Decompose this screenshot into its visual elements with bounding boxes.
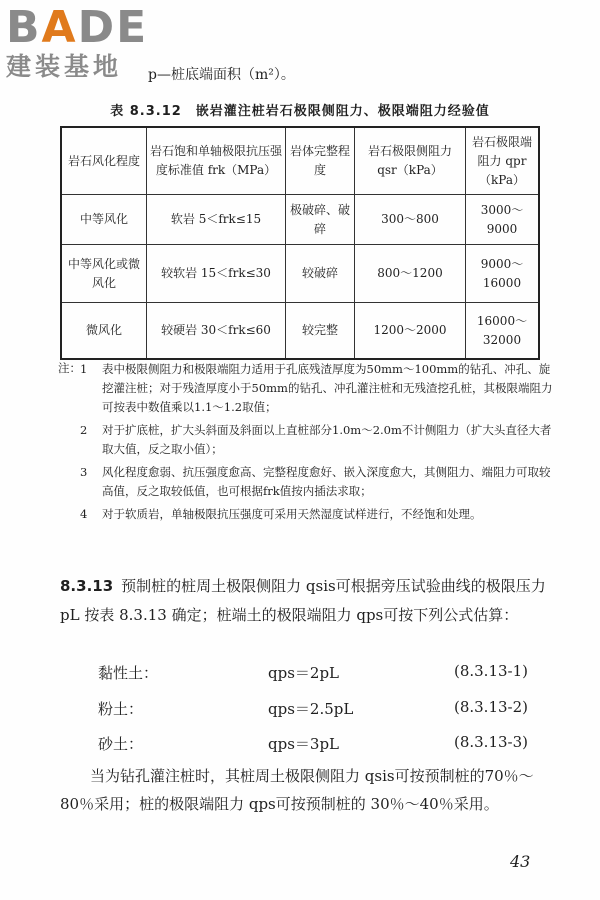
table-cell: 16000～32000	[466, 303, 540, 360]
header-end-resistance: 岩石极限端阻力 qpr（kPa）	[466, 127, 540, 195]
notes-lead: 注：	[58, 361, 81, 375]
clause-text: 预制桩的桩周土极限侧阻力 qsis可根据旁压试验曲线的极限压力 pL 按表 8.3.13 确定；桩端土的极限端阻力 qps可按下列公式估算：	[60, 577, 546, 624]
equation-code: (8.3.13-3)	[453, 733, 528, 751]
table-cell: 较硬岩 30＜frk≤60	[147, 303, 286, 360]
equation-formula: qps＝2.5pL	[268, 700, 354, 718]
table-cell: 1200～2000	[355, 303, 466, 360]
equation-row	[98, 733, 528, 757]
equation-formula: qps＝2pL	[268, 664, 340, 682]
equation-soil: 砂土：	[98, 735, 144, 753]
table-cell: 微风化	[61, 303, 147, 360]
note-text: 表中极限侧阻力和极限端阻力适用于孔底残渣厚度为50mm～100mm的钻孔、冲孔、旋挖灌注桩；对于残渣厚度小于50mm的钻孔、冲孔灌注桩和无残渣挖孔桩，其极限端阻力可按表中数值乘以1.1～1.2取值；	[102, 362, 553, 414]
table-header-row	[61, 127, 539, 195]
note-item	[80, 505, 560, 524]
note-number: 1	[80, 362, 88, 376]
table-cell: 中等风化或微风化	[61, 245, 147, 303]
table-cell: 较完整	[286, 303, 355, 360]
table-cell: 3000～9000	[466, 195, 540, 245]
note-number: 3	[80, 465, 88, 479]
logo-subtitle: 建装基地	[6, 52, 123, 81]
table-cell: 800～1200	[355, 245, 466, 303]
equation-row	[98, 662, 528, 686]
header-line: p—桩底端面积（m²）。	[148, 67, 295, 83]
table-title: 表 8.3.12 嵌岩灌注桩岩石极限侧阻力、极限端阻力经验值	[110, 104, 490, 119]
note-number: 4	[80, 507, 88, 521]
table-cell: 300～800	[355, 195, 466, 245]
note-text: 对于扩底桩，扩大头斜面及斜面以上直桩部分1.0m～2.0m不计侧阻力（扩大头直径大者取大值，反之取小值）；	[102, 423, 552, 456]
clause-number: 8.3.13	[60, 577, 114, 595]
header-strength: 岩石饱和单轴极限抗压强度标准值 frk（MPa）	[147, 127, 286, 195]
clause-8-3-13	[60, 572, 552, 630]
header-weathering: 岩石风化程度	[61, 127, 147, 195]
equation-row	[98, 698, 528, 722]
table-row	[61, 195, 539, 245]
note-item	[80, 360, 560, 417]
logo-brand: BADE	[6, 2, 149, 53]
table-cell: 较软岩 15＜frk≤30	[147, 245, 286, 303]
table-row	[61, 303, 539, 360]
table-notes	[80, 360, 560, 528]
header-side-resistance: 岩石极限侧阻力 qsr（kPa）	[355, 127, 466, 195]
rock-resistance-table	[60, 126, 540, 360]
table-cell: 9000～16000	[466, 245, 540, 303]
equation-formula: qps＝3pL	[268, 735, 340, 753]
equation-soil: 黏性土：	[98, 664, 159, 682]
equation-soil: 粉土：	[98, 700, 144, 718]
note-item	[80, 421, 560, 459]
table-row	[61, 245, 539, 303]
paragraph-bored-piles: 当为钻孔灌注桩时，其桩周土极限侧阻力 qsis可按预制桩的70％～80％采用；桩的极限端阻力 qps可按预制桩的 30％～40％采用。	[60, 767, 534, 813]
table-cell: 较破碎	[286, 245, 355, 303]
header-integrity: 岩体完整程度	[286, 127, 355, 195]
note-text: 风化程度愈弱、抗压强度愈高、完整程度愈好、嵌入深度愈大，其侧阻力、端阻力可取较高值，反之取较低值，也可根据frk值按内插法求取；	[102, 465, 551, 498]
table-cell: 软岩 5＜frk≤15	[147, 195, 286, 245]
table-cell: 中等风化	[61, 195, 147, 245]
note-item	[80, 463, 560, 501]
note-number: 2	[80, 423, 88, 437]
page-number: 43	[510, 852, 531, 871]
table-cell: 极破碎、破碎	[286, 195, 355, 245]
note-text: 对于软质岩，单轴极限抗压强度可采用天然湿度试样进行，不经饱和处理。	[102, 507, 482, 521]
equation-code: (8.3.13-1)	[453, 662, 528, 680]
equation-code: (8.3.13-2)	[453, 698, 528, 716]
